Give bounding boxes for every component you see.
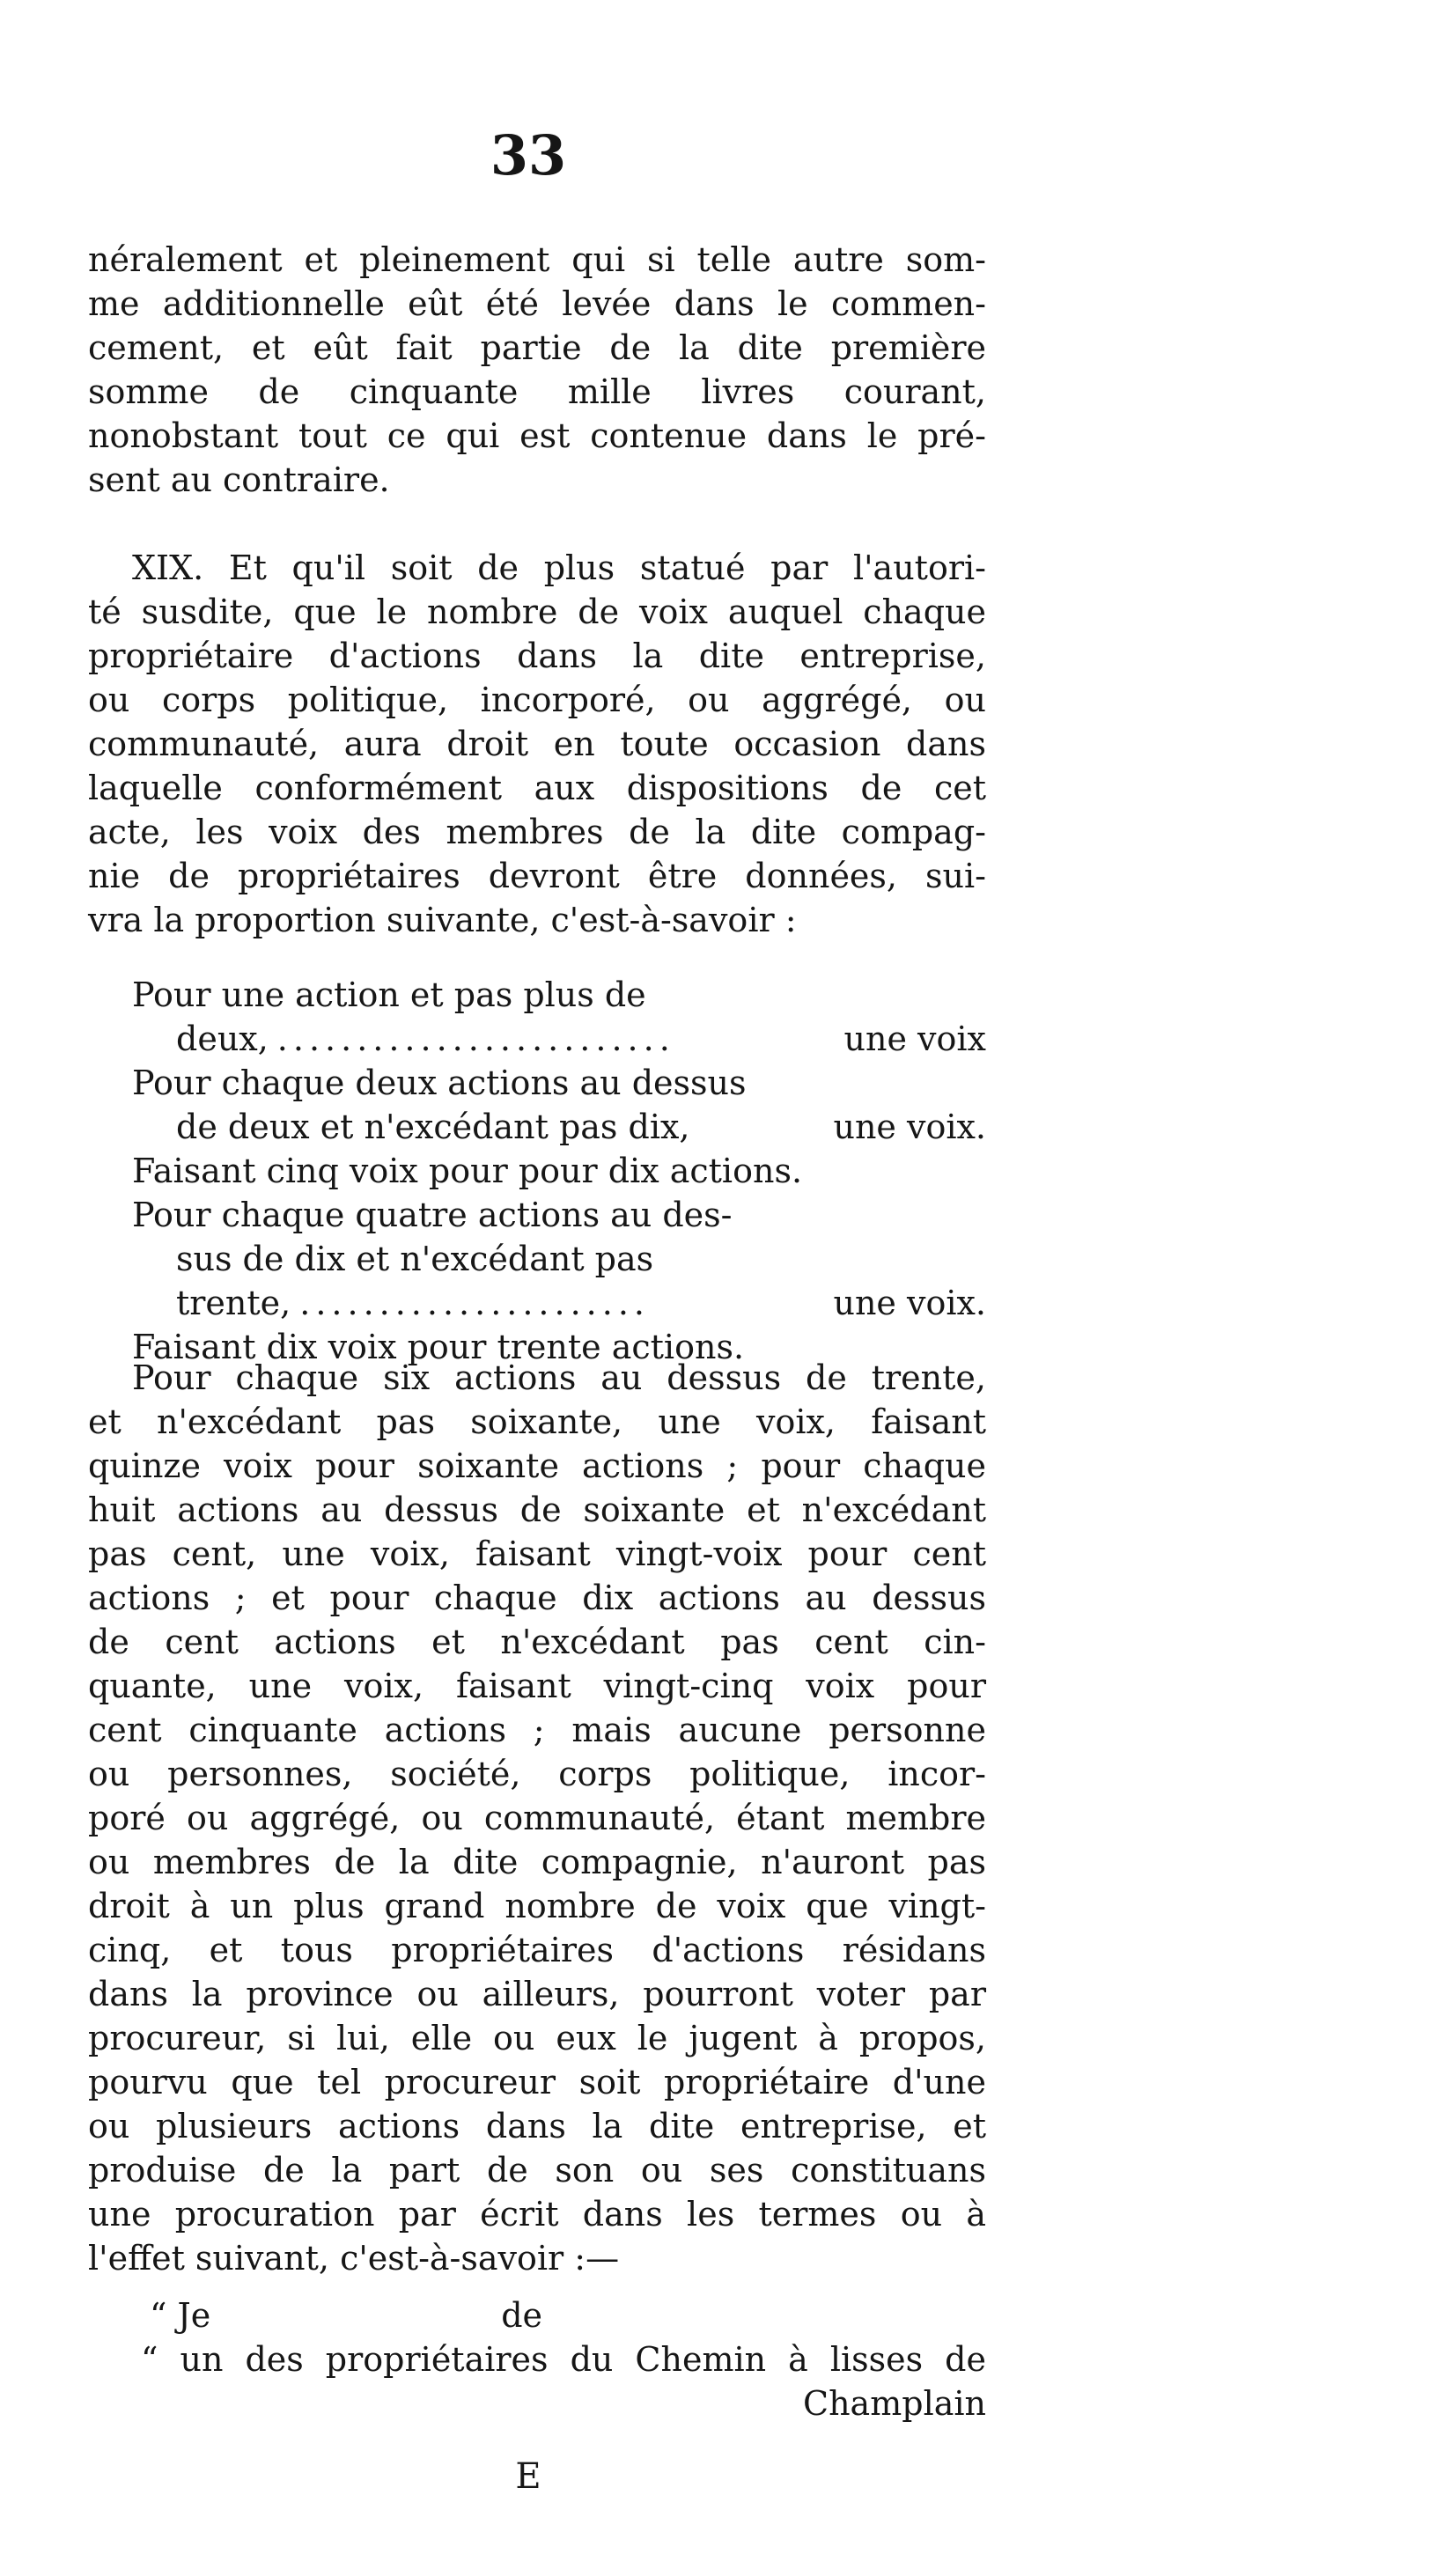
text-line: quinze voix pour soixante actions ; pour chaque xyxy=(88,1446,986,1485)
text-line: té susdite, que le nombre de voix auquel chaque xyxy=(88,592,986,631)
text-line: cement, et eût fait partie de la dite première xyxy=(88,328,986,367)
scale-row: Faisant cinq voix pour pour dix actions. xyxy=(132,1152,803,1190)
text-line: et n'excédant pas soixante, une voix, faisant xyxy=(88,1402,986,1441)
text-line: droit à un plus grand nombre de voix que vingt- xyxy=(88,1887,986,1925)
form-line xyxy=(88,2293,986,2337)
leader-dots: ...................... xyxy=(299,1284,650,1322)
voting-scale xyxy=(88,973,986,1369)
scale-row: Pour une action et pas plus de xyxy=(132,975,646,1014)
text-line: poré ou aggrégé, ou communauté, étant membre xyxy=(88,1799,986,1837)
text-line: nonobstant tout ce qui est contenue dans le pré- xyxy=(88,416,986,455)
scale-row-split xyxy=(88,1105,986,1149)
section-xix xyxy=(88,546,986,942)
text-line: me additionnelle eût été levée dans le commen- xyxy=(88,284,986,323)
text-line: quante, une voix, faisant vingt-cinq voix pour xyxy=(88,1667,986,1705)
section-heading-line: XIX. Et qu'il soit de plus statué par l'autori- xyxy=(132,548,986,587)
text-line: sent au contraire. xyxy=(88,460,390,499)
text-line: dans la province ou ailleurs, pourront voter par xyxy=(88,1975,986,2013)
text-line: pas cent, une voix, faisant vingt-voix pour cent xyxy=(88,1535,986,1573)
form-text: de xyxy=(501,2296,543,2335)
proxy-form xyxy=(88,2293,986,2425)
scale-row: Faisant dix voix pour trente actions. xyxy=(132,1328,745,1366)
text-line: produise de la part de son ou ses constituans xyxy=(88,2151,986,2190)
scale-row-leader xyxy=(88,1281,986,1325)
scale-value: une voix. xyxy=(833,1284,986,1322)
text-line: cent cinquante actions ; mais aucune personne xyxy=(88,1711,986,1749)
scale-label: de deux et n'excédant pas dix, xyxy=(176,1108,690,1146)
text-line: actions ; et pour chaque dix actions au dessus xyxy=(88,1579,986,1617)
scale-row: Pour chaque deux actions au dessus xyxy=(132,1064,747,1102)
form-text: “ Je xyxy=(150,2296,211,2335)
text-line: communauté, aura droit en toute occasion dans xyxy=(88,725,986,763)
text-line: ou corps politique, incorporé, ou aggrégé, ou xyxy=(88,681,986,719)
leader-dots: ......................... xyxy=(276,1019,675,1058)
scale-value: une voix. xyxy=(833,1108,986,1146)
text-line: somme de cinquante mille livres courant, xyxy=(88,372,986,411)
text-line: vra la proportion suivante, c'est-à-savoir : xyxy=(88,901,797,939)
scale-row: sus de dix et n'excédant pas xyxy=(176,1240,654,1278)
text-line: l'effet suivant, c'est-à-savoir :— xyxy=(88,2239,620,2278)
page-number: 33 xyxy=(490,123,567,188)
scale-row-leader xyxy=(88,1017,986,1061)
text-line: procureur, si lui, elle ou eux le jugent à propos, xyxy=(88,2019,986,2057)
scale-value: une voix xyxy=(843,1019,986,1058)
text-line: acte, les voix des membres de la dite compag- xyxy=(88,813,986,851)
text-line: laquelle conformément aux dispositions de cet xyxy=(88,769,986,807)
form-line: “ un des propriétaires du Chemin à lisses de xyxy=(141,2340,986,2379)
scale-label: deux, xyxy=(176,1019,269,1058)
scale-row: Pour chaque quatre actions au des- xyxy=(132,1196,733,1234)
text-line: Pour chaque six actions au dessus de trente, xyxy=(132,1358,986,1397)
text-line: de cent actions et n'excédant pas cent cin- xyxy=(88,1623,986,1661)
paragraph-continuation xyxy=(88,238,986,502)
text-line: propriétaire d'actions dans la dite entreprise, xyxy=(88,637,986,675)
text-line: ou membres de la dite compagnie, n'auront pas xyxy=(88,1843,986,1881)
text-line: cinq, et tous propriétaires d'actions résidans xyxy=(88,1931,986,1969)
text-line: ou personnes, société, corps politique, incor- xyxy=(88,1755,986,1793)
text-line: ou plusieurs actions dans la dite entreprise, et xyxy=(88,2107,986,2145)
text-line: néralement et pleinement qui si telle autre som- xyxy=(88,240,986,279)
text-line: pourvu que tel procureur soit propriétaire d'une xyxy=(88,2063,986,2101)
signature-mark: E xyxy=(515,2456,541,2497)
text-line: nie de propriétaires devront être données, sui- xyxy=(88,857,986,895)
text-line: une procuration par écrit dans les termes ou à xyxy=(88,2195,986,2234)
form-line: Champlain xyxy=(803,2384,986,2423)
scale-label: trente, xyxy=(176,1284,291,1322)
text-line: huit actions au dessus de soixante et n'excédant xyxy=(88,1490,986,1529)
paragraph-proportions xyxy=(88,1356,986,2280)
